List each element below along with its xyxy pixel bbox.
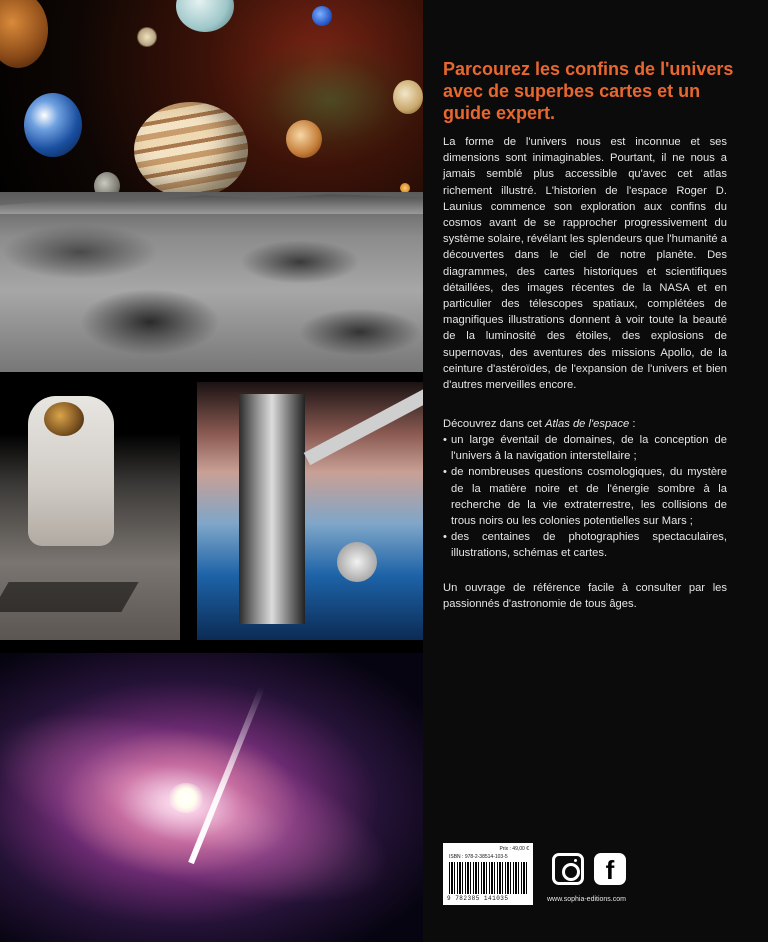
galaxy-core: [168, 783, 204, 813]
description-paragraph: La forme de l'univers nous est inconnue et ses dimensions sont inimaginables. Pourtant, il ne nous a jamais semblé plus accessible qu'avec cet atlas richement illustré. L'historien de l'espace Roger D. Launius commence son exploration aux confins du cosmos avant de se rapprocher progressivement du système solaire, révélant les splendeurs que l'humanité a découvertes dans le ciel de notre planète. Des diagrammes, des cartes historiques et scientifiques détaillées, des images récentes de la NASA et en particulier des télescopes spatiaux, complétées de magnifiques illustrations donnent à voir toute la beauté de la luminosité des étoiles, des explosions de supernovas, des aventures des missions Apollo, de la ceinture d'astéroïdes, de l'expansion de l'univers et bien d'autres merveilles encore.: [443, 136, 727, 392]
solar-system-photo: [0, 0, 423, 372]
headline: Parcourez les confins de l'univers avec de superbes cartes et un guide expert.: [443, 59, 734, 123]
publisher-website-link[interactable]: www.sophia-editions.com: [547, 896, 626, 903]
facebook-icon[interactable]: f: [594, 853, 626, 885]
barcode-bars: [449, 862, 529, 894]
feature-list: [443, 432, 727, 562]
barcode-digits: 9 782385 141035: [447, 895, 509, 902]
list-item: • des centaines de photographies spectaculaires, illustrations, schémas et cartes.: [443, 529, 727, 561]
venus-planet: [286, 120, 322, 158]
astronaut-visor: [44, 402, 84, 436]
uranus-planet: [176, 0, 234, 32]
jupiter-planet: [134, 102, 248, 198]
neptune-planet: [312, 6, 332, 26]
intro-suffix: :: [629, 418, 636, 430]
saturn-planet: [138, 28, 156, 46]
hubble-telescope-photo: [197, 382, 423, 640]
mars-planet: [0, 0, 48, 68]
price-text: Prix : 49,00 €: [499, 846, 529, 852]
book-title: Atlas de l'espace: [544, 418, 630, 430]
astronaut-on-moon-photo: [0, 382, 180, 640]
moon-surface: [0, 192, 423, 372]
hubble-telescope: [239, 394, 305, 624]
instagram-dot: [574, 859, 577, 862]
spacewalk-astronaut: [337, 542, 377, 582]
io-moon: [393, 80, 423, 114]
instagram-lens: [562, 863, 580, 881]
instagram-icon[interactable]: [552, 853, 584, 885]
astronaut-shadow: [0, 582, 139, 612]
accretion-disk: [0, 672, 413, 942]
earth-planet: [24, 93, 82, 157]
isbn-text: ISBN : 978-2-38514-103-5: [449, 854, 508, 860]
robotic-arm: [304, 382, 423, 465]
intro-prefix: Découvrez dans cet: [443, 418, 545, 430]
quasar-galaxy-illustration: [0, 653, 423, 942]
closing-paragraph: Un ouvrage de référence facile à consulter par les passionnés d'astronomie de tous âges.: [443, 582, 727, 611]
list-item: • de nombreuses questions cosmologiques, du mystère de la matière noire et de l'énergie sombre à la recherche de la vie extraterrestre, les collisions de trous noirs ou les colonies potentielles sur Mars ;: [443, 464, 727, 529]
barcode-label: [443, 843, 533, 905]
intro-line: [443, 416, 727, 432]
list-item: • un large éventail de domaines, de la conception de l'univers à la navigation interstellaire ;: [443, 432, 727, 464]
